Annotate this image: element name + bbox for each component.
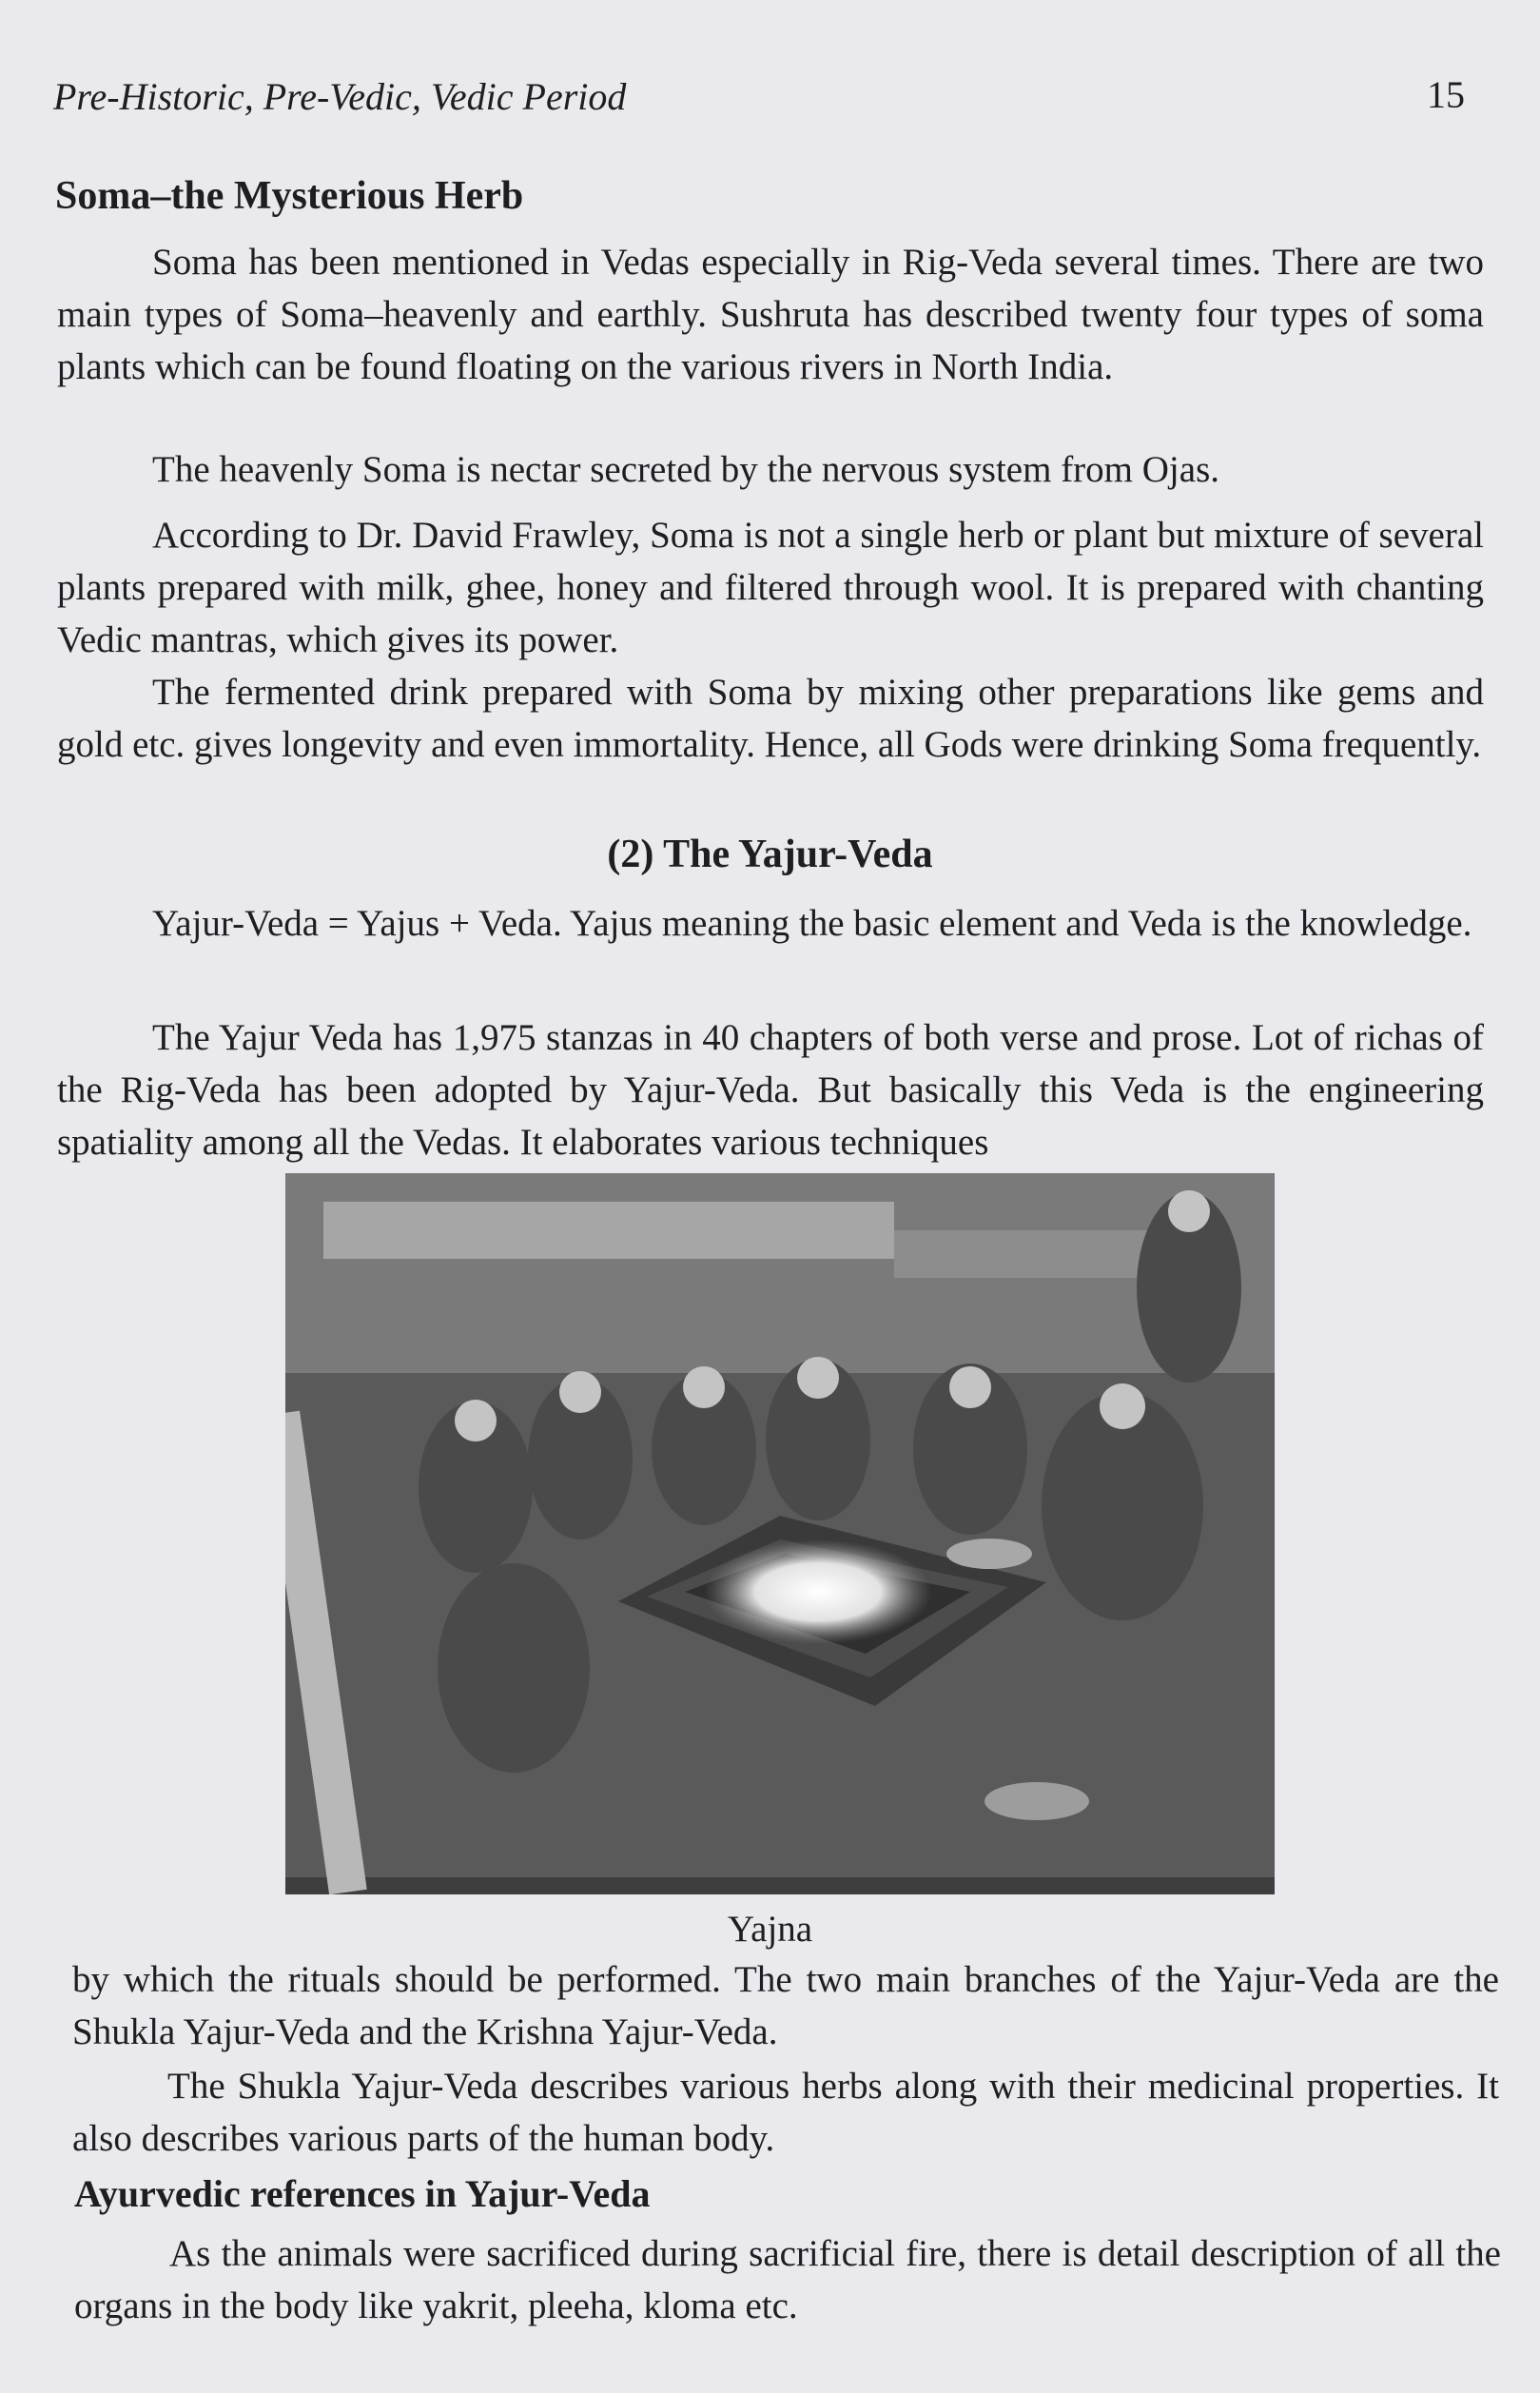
- section-heading-soma: Soma–the Mysterious Herb: [55, 174, 524, 218]
- paragraph: The fermented drink prepared with Soma by mixing other preparations like gems and gold etc. gives longevity and even immortality. Hence, all Gods were drinking Soma frequently.: [57, 672, 1484, 765]
- paragraph: The Shukla Yajur-Veda describes various herbs along with their medicinal properties. It also describes various parts of the human body.: [72, 2066, 1499, 2159]
- paragraph: Yajur-Veda = Yajus + Veda. Yajus meaning the basic element and Veda is the knowledge.: [152, 903, 1472, 944]
- section-heading-ayurvedic-references: Ayurvedic references in Yajur-Veda: [74, 2172, 651, 2215]
- running-head: Pre-Historic, Pre-Vedic, Vedic Period: [53, 75, 627, 118]
- paragraph: by which the rituals should be performed. The two main branches of the Yajur-Veda are the Shukla Yajur-Veda and the Krishna Yajur-Veda.: [72, 1959, 1499, 2052]
- photo-caption: Yajna: [727, 1909, 813, 1950]
- paragraph: The heavenly Soma is nectar secreted by the nervous system from Ojas.: [152, 449, 1219, 490]
- page-number: 15: [1427, 73, 1465, 116]
- section-heading-yajur-veda: (2) The Yajur-Veda: [607, 833, 933, 876]
- paragraph: The Yajur Veda has 1,975 stanzas in 40 chapters of both verse and prose. Lot of richas of the Rig-Veda has been adopted by Yajur-Veda. But basically this Veda is the engineering spatiality among all the Vedas. It elaborates various techniques: [57, 1017, 1484, 1163]
- paragraph: As the animals were sacrificed during sacrificial fire, there is detail description of all the organs in the body like yakrit, pleeha, kloma etc.: [74, 2233, 1501, 2326]
- paragraph: Soma has been mentioned in Vedas especially in Rig-Veda several times. There are two main types of Soma–heavenly and earthly. Sushruta has described twenty four types of soma plants which can be found floating on the various rivers in North India.: [57, 242, 1484, 387]
- yajna-photo: [285, 1173, 1275, 1894]
- paragraph: According to Dr. David Frawley, Soma is not a single herb or plant but mixture of several plants prepared with milk, ghee, honey and filtered through wool. It is prepared with chanting Vedic mantras, which gives its power.: [57, 515, 1484, 660]
